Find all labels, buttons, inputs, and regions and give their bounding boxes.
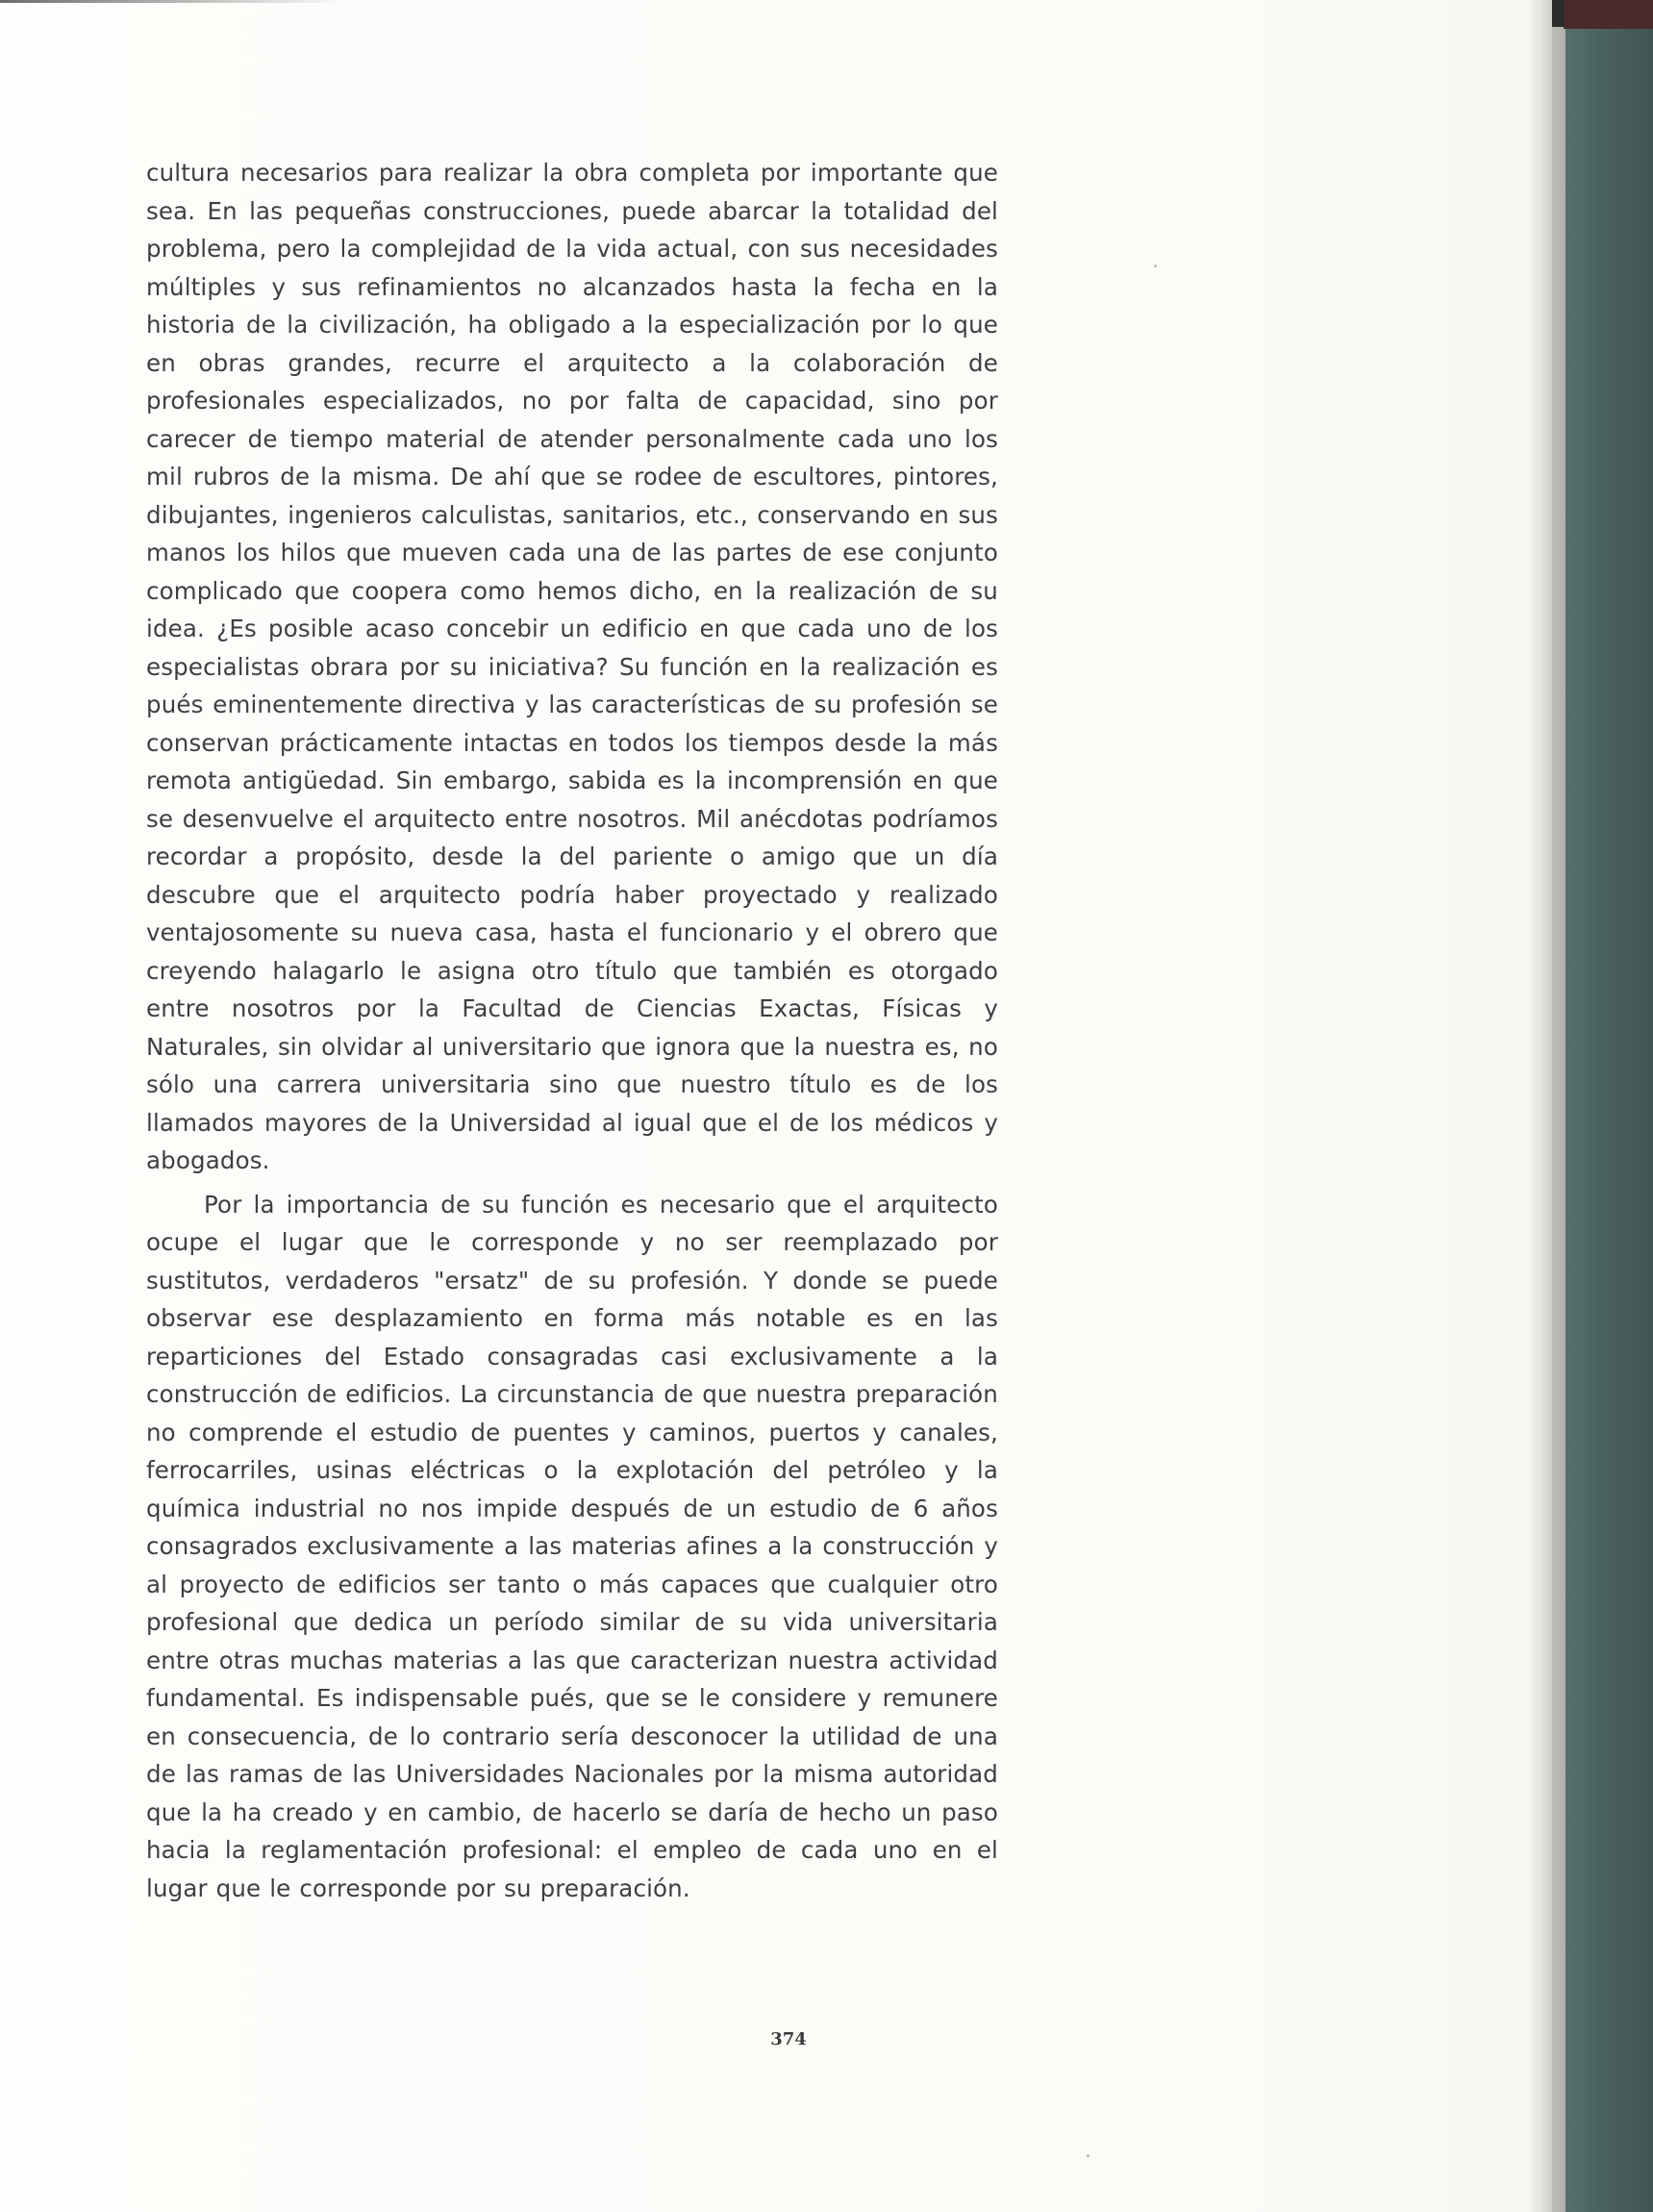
paragraph-1: cultura necesarios para realizar la obra completa por importante que sea. En las pequeñas construcciones, puede abarcar la totalidad del problema, pero la complejidad de la vida actual, con sus necesidades múltiples y sus refinamientos no alcanzados hasta la fecha en la historia de la civilización, ha obligado a la especialización por lo que en obras grandes, recurre el arquitecto a la colaboración de profesionales especializados, no por falta de capacidad, sino por carecer de tiempo material de atender personalmente cada uno los mil rubros de la misma. De ahí que se rodee de escultores, pintores, dibujantes, ingenieros calculistas, sanitarios, etc., conservando en sus manos los hilos que mueven cada una de las partes de ese conjunto complicado que coopera como hemos dicho, en la realización de su idea. ¿Es posible acaso concebir un edificio en que cada uno de los especialistas obrara por su iniciativa? Su función en la realización es pués eminentemente directiva y las características de su profesión se conservan prácticamente intactas en todos los tiempos desde la más remota antigüedad. Sin embargo, sabida es la incomprensión en que se desenvuelve el arquitecto entre nosotros. Mil anécdotas podríamos recordar a propósito, desde la del pariente o amigo que un día descubre que el arquitecto podría haber proyectado y realizado ventajosomente su nueva casa, hasta el funcionario y el obrero que creyendo halagarlo le asigna otro título que también es otorgado entre nosotros por la Facultad de Ciencias Exactas, Físicas y Naturales, sin olvidar al universitario que ignora que la nuestra es, no sólo una carrera universitaria sino que nuestro título es de los llamados mayores de la Universidad al igual que el de los médicos y abogados. — [146, 159, 998, 1174]
gutter-shadow — [1529, 0, 1552, 2212]
paragraph-2: Por la importancia de su función es necesario que el arquitecto ocupe el lugar que le corresponde y no ser reemplazado por sustitutos, verdaderos "ersatz" de su profesión. Y donde se puede observar ese desplazamiento en forma más notable es en las reparticiones del Estado consagradas casi exclusivamente a la construcción de edificios. La circunstancia de que nuestra preparación no comprende el estudio de puentes y caminos, puertos y canales, ferrocarriles, usinas eléctricas o la explotación del petróleo y la química industrial no nos impide después de un estudio de 6 años consagrados exclusivamente a las materias afines a la construcción y al proyecto de edificios ser tanto o más capaces que cualquier otro profesional que dedica un período similar de su vida universitaria entre otras muchas materias a las que caracterizan nuestra actividad fundamental. Es indispensable pués, que se le considere y remunere en consecuencia, de lo contrario sería desconocer la utilidad de una de las ramas de las Universidades Nacionales por la misma autoridad que la ha creado y en cambio, de hacerlo se daría de hecho un paso hacia la reglamentación profesional: el empleo de cada uno en el lugar que le corresponde por su preparación. — [146, 1190, 998, 1902]
spine-top-strip — [1564, 0, 1653, 29]
body-text — [146, 154, 998, 1907]
paper-speck — [1087, 2154, 1089, 2157]
page-number: 374 — [770, 2029, 807, 2049]
paper-speck — [1154, 264, 1157, 267]
book-cover-spine — [1565, 0, 1653, 2212]
page-top-edge — [0, 0, 346, 3]
